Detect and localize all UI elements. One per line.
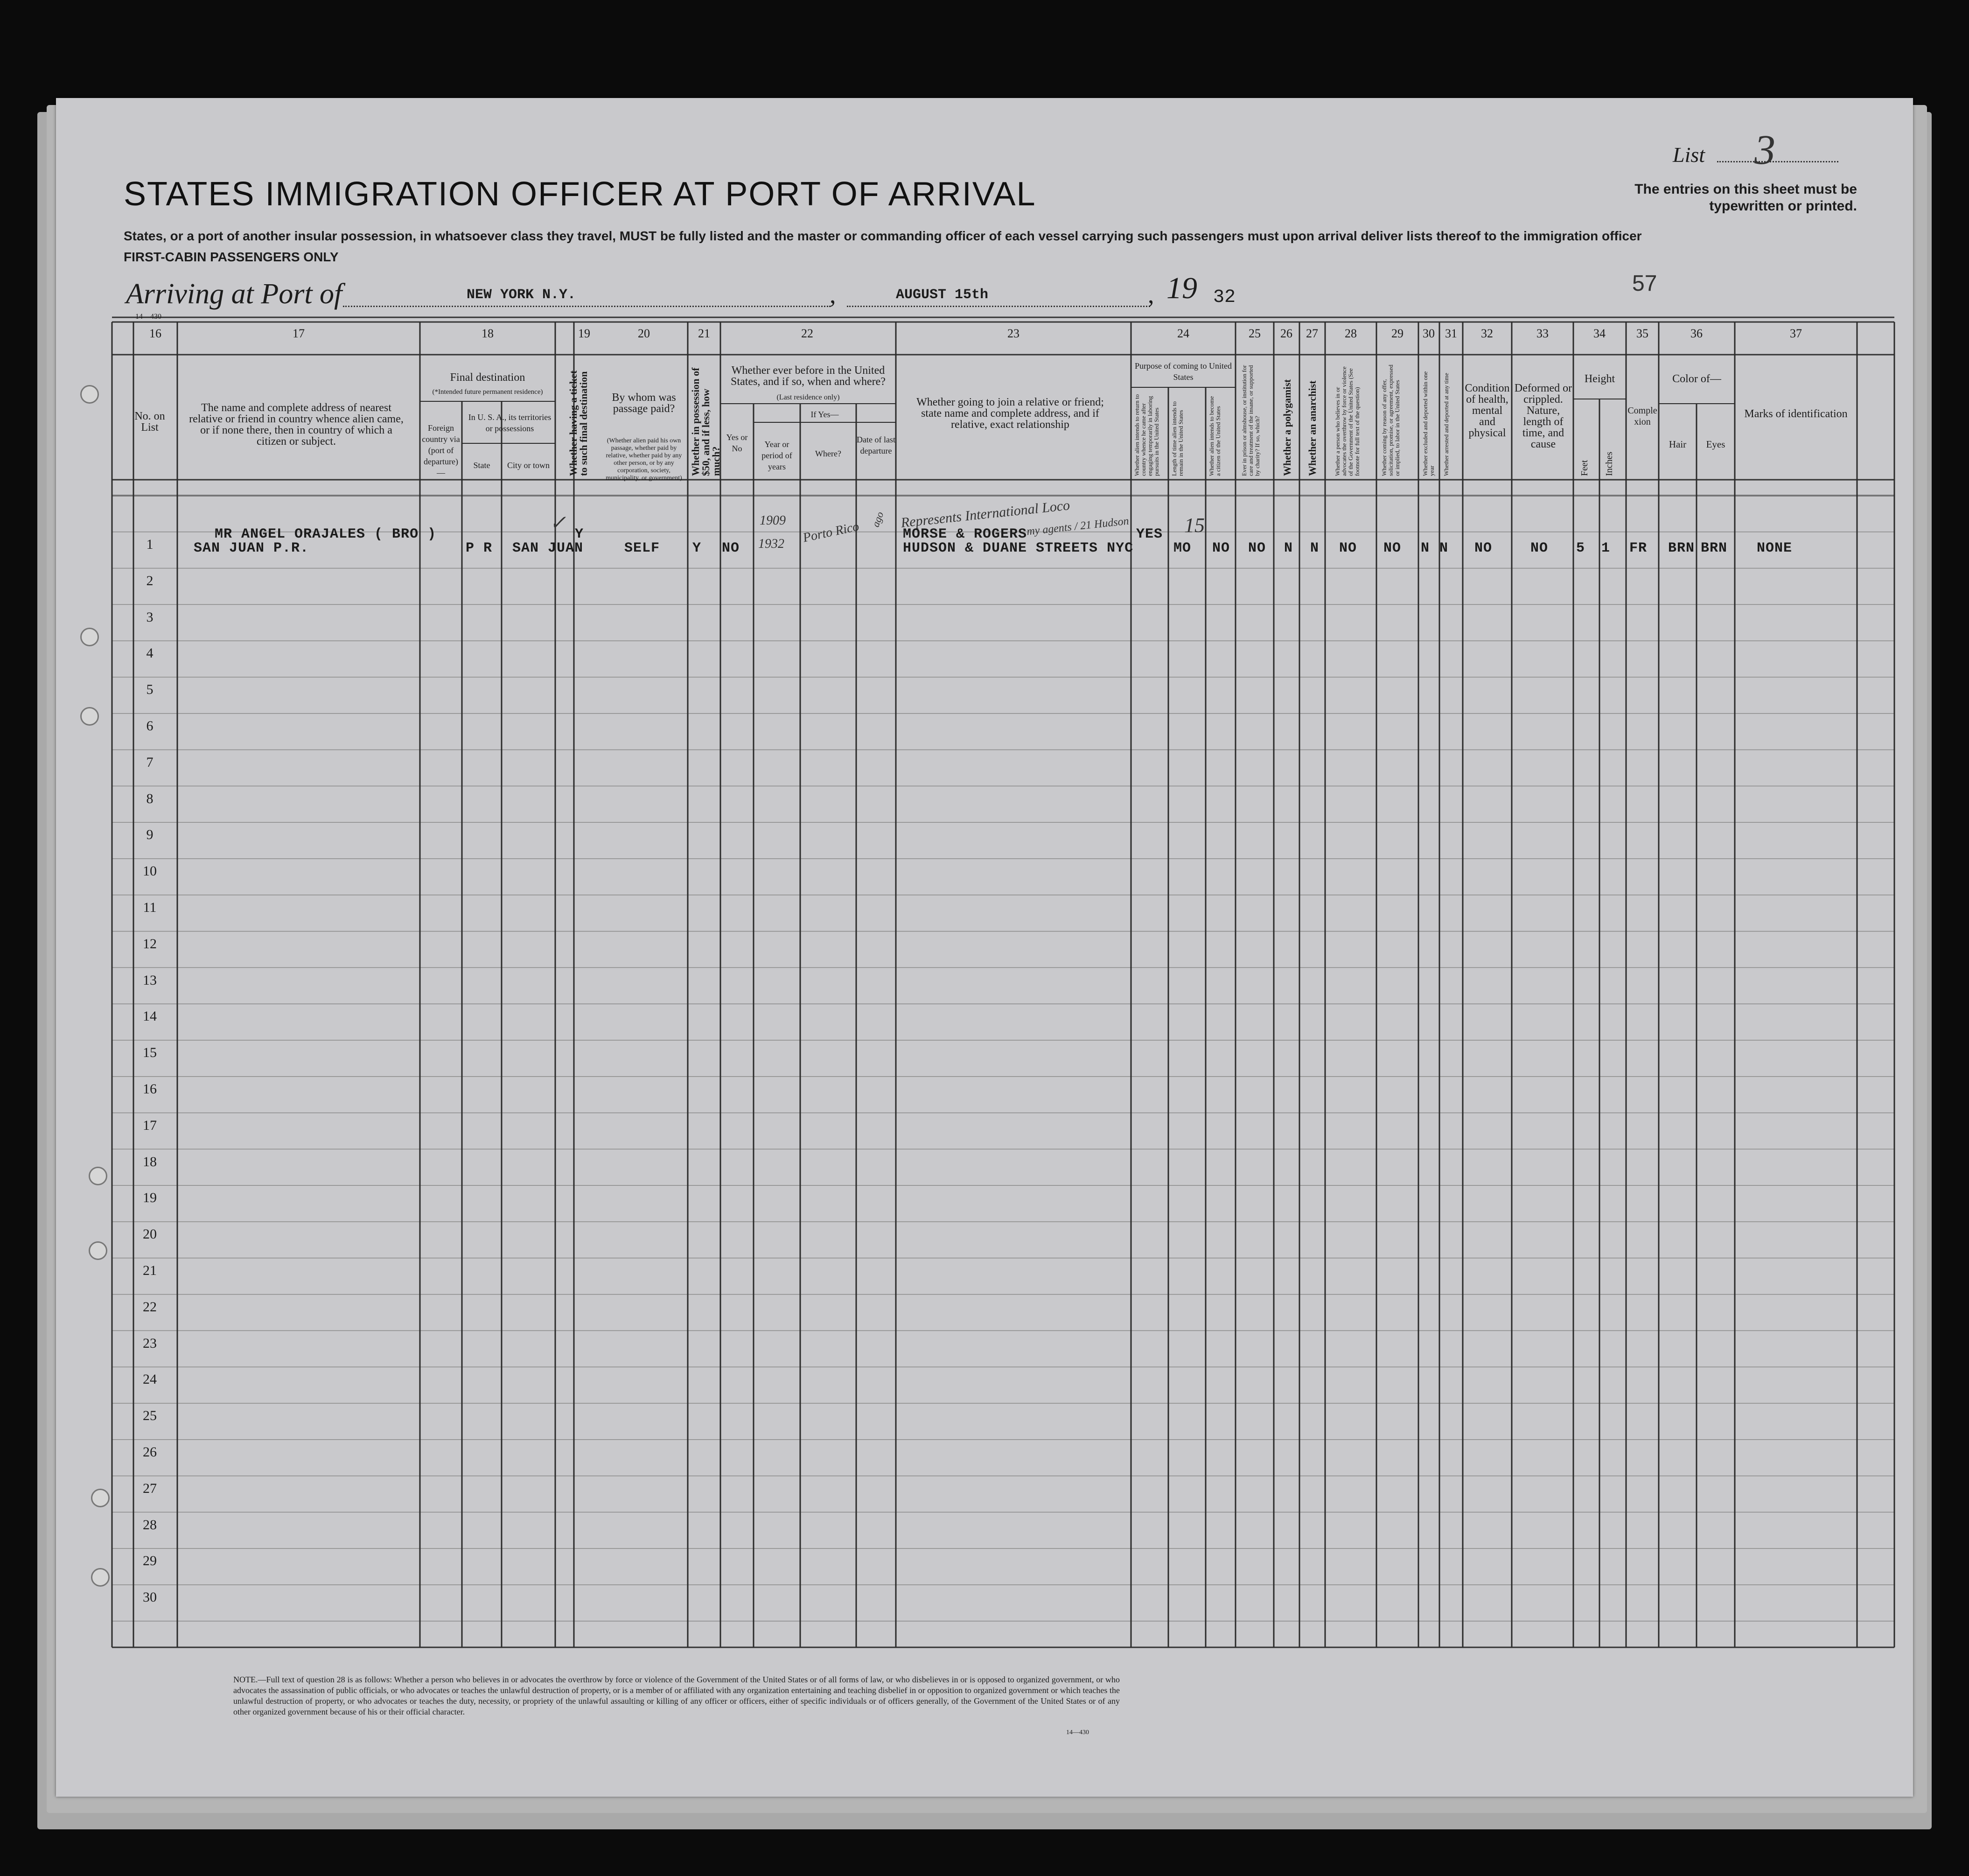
column-number: 30 (1423, 327, 1435, 340)
column-number: 32 (1481, 327, 1493, 340)
column-number: 18 (482, 327, 494, 340)
column-number: 28 (1345, 327, 1357, 340)
col17-header: The name and complete address of nearest relative or friend in country whence alien came, or if none there, then in country of which a citizen or subject. (189, 402, 404, 448)
offer-value: NO (1383, 540, 1402, 556)
row-number: 24 (143, 1372, 157, 1387)
col26-header: Whether a polygamist (1281, 379, 1293, 476)
health-value: NO (1474, 540, 1493, 556)
row-number: 4 (146, 645, 154, 661)
anarchist-value: N (1310, 540, 1320, 556)
column-number: 20 (638, 327, 650, 340)
col22-date: Date of last departure (857, 435, 895, 455)
col22-ifyes: If Yes— (810, 410, 839, 419)
comma: , (830, 280, 836, 308)
col22-year: Year or period of years (761, 440, 792, 471)
intro-line: States, or a port of another insular possession, in whatsoever class they travel, MUST be fully listed and the master or commanding officer of each vessel carrying such passengers must upon arrival deliver lists thereof to the immigration officer (124, 229, 1642, 243)
col28-header: Whether a person who believes in or advocates the overthrow by force or violence of the Government of the United States (See footnote for full text of the question) (1334, 366, 1361, 476)
footnote-code: 14—430 (1066, 1729, 1089, 1736)
prison-value: NO (1248, 540, 1266, 556)
complexion-value: FR (1629, 540, 1648, 556)
row-number: 7 (146, 754, 154, 770)
handwritten-ago: ago (869, 510, 886, 529)
col19-header: Whether having a ticket to such final destination (567, 370, 589, 476)
column-number: 23 (1007, 327, 1019, 340)
col34-header: Height (1584, 373, 1615, 385)
col20-header: By whom was passage paid? (612, 392, 676, 415)
handwritten-agents: my agents / 21 Hudson (1026, 515, 1130, 538)
col30-header: Whether excluded and deported within one year (1422, 371, 1435, 476)
col18-usa: In U. S. A., its territories or possessions (468, 413, 552, 433)
year-prefix: 19 (1166, 271, 1197, 305)
excluded-value: N (1421, 540, 1430, 556)
list-label: List (1673, 143, 1705, 167)
col34-inches: Inches (1604, 451, 1614, 476)
punch-hole (80, 385, 99, 404)
row-number: 21 (143, 1263, 157, 1278)
col33-header: Deformed or crippled. Nature, length of time, and cause (1514, 382, 1572, 450)
col22-header: Whether ever before in the United States, and if so, when and where? (731, 364, 886, 388)
dest-city: SAN JUAN (512, 540, 584, 556)
port-value: NEW YORK N.Y. (467, 287, 576, 303)
column-number: 34 (1593, 327, 1606, 340)
row-number: 25 (143, 1408, 157, 1424)
col18-subtitle: (*Intended future permanent residence) (432, 388, 543, 396)
col22-subheader: (Last residence only) (776, 393, 840, 401)
row-number: 3 (146, 609, 154, 625)
col18-state: State (473, 461, 490, 470)
row-number: 18 (143, 1154, 157, 1169)
punch-hole (80, 707, 99, 726)
eyes-value: BRN (1701, 540, 1728, 556)
row-number: 30 (143, 1589, 157, 1605)
col34-feet: Feet (1579, 460, 1590, 476)
column-number: 19 (578, 327, 590, 340)
dest-state: P R (466, 540, 493, 556)
paid-by-value: SELF (624, 540, 660, 556)
column-number: 22 (801, 327, 813, 340)
form-code: 14—430 (135, 313, 161, 321)
col18-city: City or town (507, 461, 550, 470)
sheet-number: 57 (1632, 271, 1657, 296)
comma: , (1148, 280, 1154, 308)
list-number: 3 (1754, 127, 1775, 173)
col24c-header: Whether alien intends to become a citizen of the United States (1208, 396, 1222, 476)
row-number: 9 (146, 827, 154, 843)
handwritten-length: 15 (1184, 514, 1205, 537)
feet-value: 5 (1576, 540, 1585, 556)
marks-value: NONE (1757, 540, 1793, 556)
row-number: 19 (143, 1190, 157, 1206)
row-number: 15 (143, 1045, 157, 1061)
column-number: 25 (1249, 327, 1261, 340)
col23-header: Whether going to join a relative or friend; state name and complete address, and if relative, exact relationship (916, 396, 1104, 431)
col24b-header: Length of time alien intends to remain in the United States (1171, 401, 1184, 476)
column-number: 26 (1280, 327, 1292, 340)
col25-header: Ever in prison or almshouse, or institution for care and treatment of the insane, or supported by charity? If so, which? (1241, 365, 1261, 476)
handwritten-where: Porto Rico (802, 519, 860, 546)
year-suffix: 32 (1213, 287, 1236, 308)
cabin-line: FIRST-CABIN PASSENGERS ONLY (124, 250, 339, 264)
row-number: 20 (143, 1226, 157, 1242)
row-number: 2 (146, 573, 154, 588)
col24a-header: Whether alien intends to return to country whence he came after engaging temporarily in laboring pursuits in the United States (1133, 394, 1160, 476)
punch-hole (80, 628, 99, 646)
entries-note: The entries on this sheet must be typewritten or printed. (1634, 182, 1857, 214)
overthrow-value: NO (1339, 540, 1357, 556)
column-number: 17 (293, 327, 305, 340)
arriving-label: Arriving at Port of (126, 278, 342, 310)
row-number: 8 (146, 791, 154, 806)
col18-foreign: Foreign country via (port of departure)— (422, 423, 460, 477)
inches-value: 1 (1601, 540, 1611, 556)
col21-header: Whether in possession of $50, and if less, how much? (690, 367, 722, 476)
punch-hole (89, 1241, 107, 1260)
column-number: 35 (1636, 327, 1648, 340)
row-number: 17 (143, 1117, 157, 1133)
col22-where: Where? (815, 449, 841, 458)
deformed-value: NO (1530, 540, 1549, 556)
col22-yesno: Yes or No (726, 433, 748, 453)
handwritten-year-a: 1909 (760, 513, 786, 528)
row-number: 12 (143, 936, 157, 952)
column-number: 21 (698, 327, 710, 340)
check-mark: ✓ (550, 512, 566, 534)
row-number: 10 (143, 863, 157, 879)
purpose-yes: YES (1136, 526, 1163, 542)
column-number: 31 (1445, 327, 1457, 340)
has-50-value: Y (692, 540, 702, 556)
col37-header: Marks of identification (1744, 408, 1848, 420)
arrested-value: N (1439, 540, 1449, 556)
footnote: NOTE.—Full text of question 28 is as follows: Whether a person who believes in or advocates the overthrow by force or violence of the Government of the United States or of all forms of law, or who disbelieves in or is opposed to organized government, or who advocates the assassination of public officials, or who advocates or teaches the unlawful destruction of property, or is a member of or affiliated with any organization entertaining and teaching disbelief in or opposition to organized government or which teaches the unlawful destruction of property, or who advocates or teaches the duty, necessity, or propriety of the unlawful assaulting or killing of any officer or officers, either of specific individuals or of officers generally, of the Government of the United States or of any other organized government because of his or their official character. (233, 1675, 1120, 1716)
col18-title: Final destination (450, 371, 525, 384)
join-address: HUDSON & DUANE STREETS NYC (903, 540, 1134, 556)
row-number: 13 (143, 972, 157, 988)
relative-name: MR ANGEL ORAJALES ( BRO ) (215, 526, 437, 542)
row-number: 22 (143, 1299, 157, 1315)
col32-header: Condition of health, mental and physical (1465, 382, 1510, 439)
handwritten-represents: Represents International Loco (900, 497, 1071, 531)
col31-header: Whether arrested and deported at any time (1443, 373, 1450, 476)
col27-header: Whether an anarchist (1306, 380, 1318, 476)
length-value: MO (1173, 540, 1192, 556)
col35-header: Complexion (1627, 406, 1657, 427)
row-number: 1 (146, 537, 154, 552)
handwritten-year-b: 1932 (758, 537, 784, 551)
col36-eyes: Eyes (1706, 439, 1725, 450)
relative-address: SAN JUAN P.R. (194, 540, 309, 556)
row-number: 5 (146, 682, 154, 698)
punch-hole (89, 1167, 107, 1185)
col16-header: No. on List (134, 410, 165, 434)
col24-title: Purpose of coming to United States (1135, 361, 1232, 382)
punch-hole (91, 1568, 110, 1587)
column-number: 36 (1690, 327, 1703, 340)
row-number: 29 (143, 1553, 157, 1569)
row-number: 14 (143, 1008, 157, 1024)
join-name: MORSE & ROGERS (903, 526, 1027, 542)
col36-header: Color of— (1672, 373, 1721, 385)
row-number: 11 (143, 900, 157, 915)
document-title: STATES IMMIGRATION OFFICER AT PORT OF ARRIVAL (124, 175, 1036, 213)
before-us-value: NO (722, 540, 740, 556)
column-number: 37 (1790, 327, 1802, 340)
hair-value: BRN (1668, 540, 1695, 556)
ticket-value: Y (575, 526, 584, 542)
col20-subheader: (Whether alien paid his own passage, whether paid by relative, whether paid by any other person, or by any corporation, society, municipality, or government) (606, 437, 682, 482)
row-number: 26 (143, 1444, 157, 1460)
row-number: 28 (143, 1517, 157, 1533)
punch-hole (91, 1489, 110, 1507)
citizen-value: NO (1212, 540, 1230, 556)
row-number: 23 (143, 1335, 157, 1351)
column-number: 24 (1177, 327, 1189, 340)
polygamist-value: N (1284, 540, 1293, 556)
column-number: 16 (149, 327, 161, 340)
row-number: 6 (146, 718, 154, 734)
row-number: 16 (143, 1081, 157, 1097)
column-number: 33 (1536, 327, 1549, 340)
column-number: 29 (1391, 327, 1403, 340)
col29-header: Whether coming by reason of any offer, solicitation, promise, or agreement, expressed or implied, to labor in the United States (1381, 364, 1401, 476)
col36-hair: Hair (1669, 439, 1687, 450)
row-number: 27 (143, 1480, 157, 1496)
column-number: 27 (1306, 327, 1318, 340)
date-value: AUGUST 15th (896, 287, 989, 303)
